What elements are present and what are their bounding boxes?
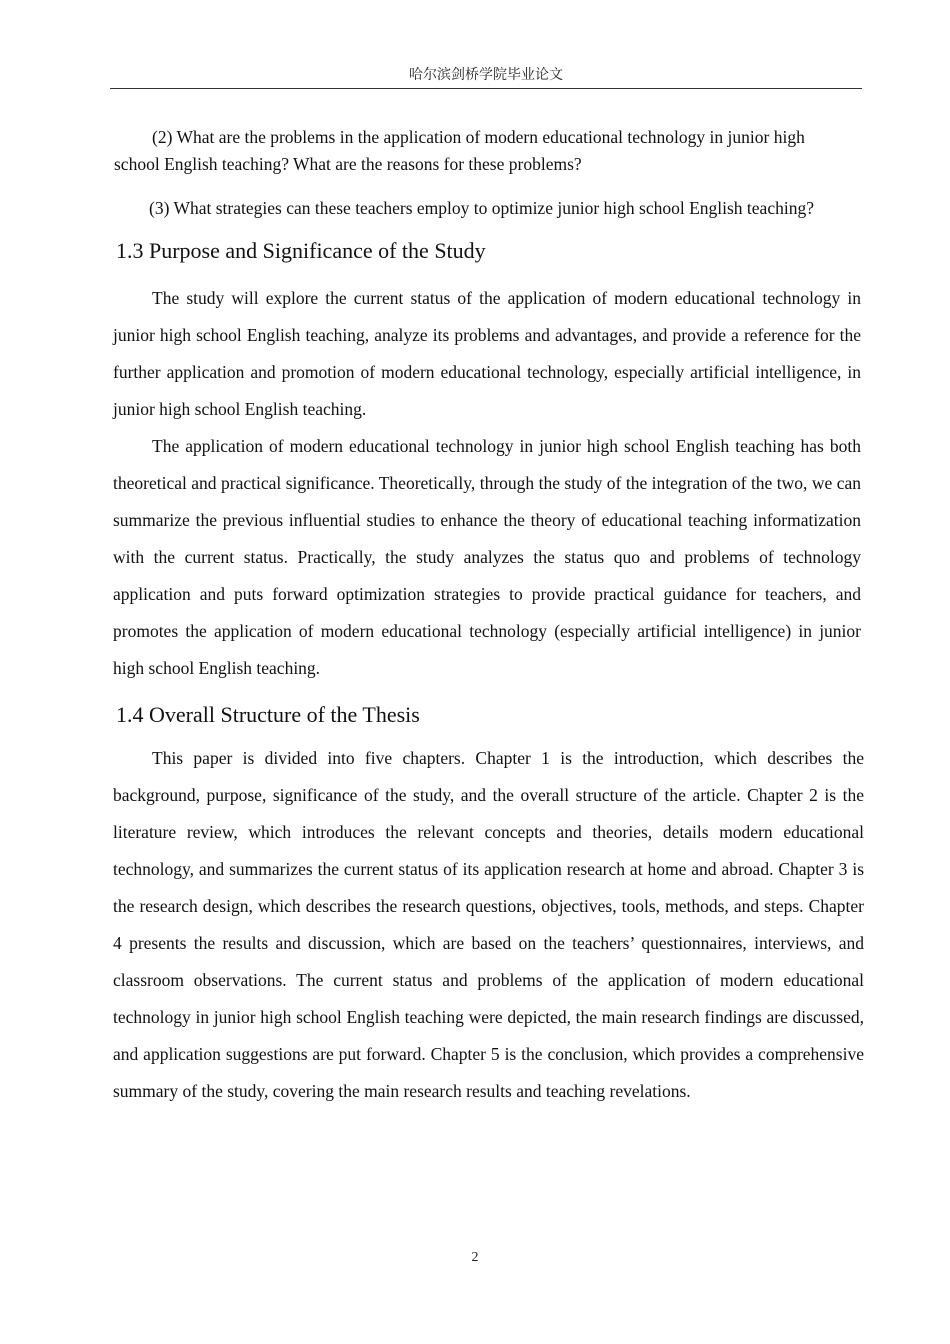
header-divider (110, 88, 862, 89)
page-header-title: 哈尔滨剑桥学院毕业论文 (409, 67, 563, 83)
research-question-3: (3) What strategies can these teachers employ to optimize junior high school English teaching? (149, 198, 814, 218)
section-heading-1-3: 1.3 Purpose and Significance of the Study (116, 238, 486, 263)
section-1-3-paragraph-2: The application of modern educational technology in junior high school English teaching has both theoretical and practical significance. Theoretically, through the study of the integration of the two, we can summarize the previous influential studies to enhance the theory of educational teaching informatization with the current status. Practically, the study analyzes the status quo and problems of technology application and puts forward optimization strategies to provide practical guidance for teachers, and promotes the application of modern educational technology (especially artificial intelligence) in junior high school English teaching. (113, 436, 861, 678)
section-1-4-paragraph-1: This paper is divided into five chapters. Chapter 1 is the introduction, which describes the background, purpose, significance of the study, and the overall structure of the article. Chapter 2 is the literature review, which introduces the relevant concepts and theories, details modern educational technology, and summarizes the current status of its application research at home and abroad. Chapter 3 is the research design, which describes the research questions, objectives, tools, methods, and steps. Chapter 4 presents the results and discussion, which are based on the teachers’ questionnaires, interviews, and classroom observations. The current status and problems of the application of modern educational technology in junior high school English teaching were depicted, the main research findings are discussed, and application suggestions are put forward. Chapter 5 is the conclusion, which provides a comprehensive summary of the study, covering the main research results and teaching revelations. (113, 748, 864, 1101)
section-heading-1-4: 1.4 Overall Structure of the Thesis (116, 702, 420, 727)
research-question-2: (2) What are the problems in the application of modern educational technology in junior high school English teaching? What are the reasons for these problems? (114, 127, 805, 174)
section-1-3-paragraph-1: The study will explore the current status of the application of modern educational technology in junior high school English teaching, analyze its problems and advantages, and provide a reference for the further application and promotion of modern educational technology, especially artificial intelligence, in junior high school English teaching. (113, 288, 861, 419)
page-number: 2 (471, 1250, 479, 1265)
